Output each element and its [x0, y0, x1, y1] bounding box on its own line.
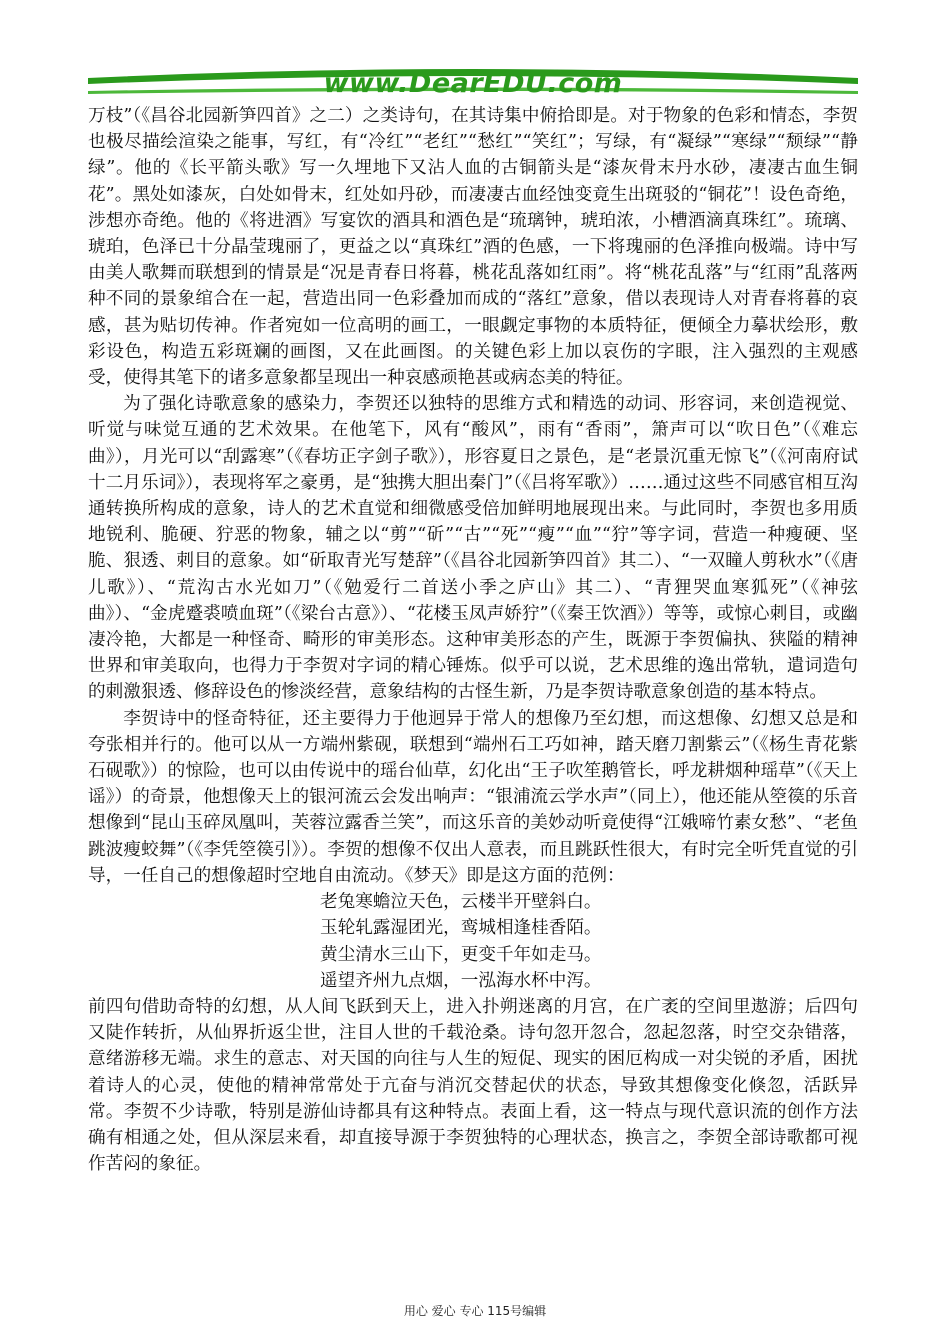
- poem-line: 黄尘清水三山下，更变千年如走马。: [320, 944, 602, 965]
- paragraph-1: 万枝”（《昌谷北园新笋四首》之二）之类诗句，在其诗集中俯拾即是。对于物象的色彩和情态，李贺也极尽描绘渲染之能事，写红，有“冷红”“老红”“愁红”“笑红”；写绿，有“凝绿”“寒绿”“颓绿”“静绿”。他的《长平箭头歌》写一久埋地下又沾人血的古铜箭头是“漆灰骨末丹水砂，凄凄古血生铜花”。黑处如漆灰，白处如骨末，红处如丹砂，而凄凄古血经蚀变竟生出斑驳的“铜花”！设色奇绝，涉想亦奇绝。他的《将进酒》写宴饮的酒具和酒色是“琉璃钟，琥珀浓，小槽酒滴真珠红”。琉璃、琥珀，色泽已十分晶莹瑰丽了，更益之以“真珠红”酒的色感，一下将瑰丽的色泽推向极端。诗中写由美人歌舞而联想到的情景是“况是青春日将暮，桃花乱落如红雨”。将“桃花乱落”与“红雨”乱落两种不同的景象绾合在一起，营造出同一色彩叠加而成的“落红”意象，借以表现诗人对青春将暮的哀感，甚为贴切传神。作者宛如一位高明的画工，一眼觑定事物的本质特征，便倾全力摹状绘形，敷彩设色，构造五彩斑斓的画图，又在此画图。的关键色彩上加以哀伤的字眼，注入强烈的主观感受，使得其笔下的诸多意象都呈现出一种哀感顽艳甚或病态美的特征。: [88, 106, 858, 389]
- poem-line: 玉轮轧露湿团光，鸾城相逢桂香陌。: [320, 918, 602, 939]
- article-body: [88, 103, 858, 1177]
- paragraph-3: 李贺诗中的怪奇特征，还主要得力于他迥异于常人的想像乃至幻想，而这想像、幻想又总是和夸张相并行的。他可以从一方端州紫砚，联想到“端州石工巧如神，踏天磨刀割紫云”（《杨生青花紫石砚歌》）的惊险，也可以由传说中的瑶台仙草，幻化出“王子吹笙鹅管长，呼龙耕烟种瑶草”（《天上谣》）的奇景，他想像天上的银河流云会发出响声：“银浦流云学水声”（同上），他还能从箜篌的乐音想像到“昆山玉碎凤凰叫，芙蓉泣露香兰笑”，而这乐音的美妙动听竟使得“江娥啼竹素女愁”、“老鱼跳波瘦蛟舞”（《李凭箜篌引》）。李贺的想像不仅出人意表，而且跳跃性很大，有时完全听凭直觉的引导，一任自己的想像超时空地自由流动。《梦天》即是这方面的范例：: [88, 708, 858, 886]
- page-footer: 用心 爱心 专心 115号编辑: [403, 1304, 547, 1318]
- poem-block: [88, 889, 858, 994]
- poem-line: 老兔寒蟾泣天色，云楼半开壁斜白。: [320, 892, 602, 913]
- site-header: [88, 62, 858, 102]
- paragraph-4: 前四句借助奇特的幻想，从人间飞跃到天上，进入扑朔迷离的月宫，在广袤的空间里遨游；后四句又陡作转折，从仙界折返尘世，注目人世的千载沧桑。诗句忽开忽合，忽起忽落，时空交杂错落，意绪游移无端。求生的意志、对天国的向往与人生的短促、现实的困厄构成一对尖锐的矛盾，困扰着诗人的心灵，使他的精神常常处于亢奋与消沉交替起伏的状态，导致其想像变化倏忽，活跃异常。李贺不少诗歌，特别是游仙诗都具有这种特点。表面上看，这一特点与现代意识流的创作方法确有相通之处，但从深层来看，却直接导源于李贺独特的心理状态，换言之，李贺全部诗歌都可视作苦闷的象征。: [88, 996, 858, 1175]
- site-logo[interactable]: www.DearEDU.com: [323, 68, 623, 99]
- paragraph-2: 为了强化诗歌意象的感染力，李贺还以独特的思维方式和精选的动词、形容词，来创造视觉、听觉与味觉互通的艺术效果。在他笔下，风有“酸风”，雨有“香雨”，箫声可以“吹日色”（《难忘曲》），月光可以“刮露寒”（《春坊正字剑子歌》），形容夏日之景色，是“老景沉重无惊飞”（《河南府试十二月乐词》），表现将军之豪勇，是“独携大胆出秦门”（《吕将军歌》）……通过这些不同感官相互沟通转换所构成的意象，诗人的艺术直觉和细微感受倍加鲜明地展现出来。与此同时，李贺也多用质地锐利、脆硬、狞恶的物象，辅之以“剪”“斫”“古”“死”“瘦”“血”“狞”等字词，营造一种瘦硬、坚脆、狠透、刺目的意象。如“斫取青光写楚辞”（《昌谷北园新笋四首》其二）、“一双瞳人剪秋水”（《唐儿歌》）、“荒沟古水光如刀”（《勉爱行二首送小季之庐山》其二）、“青狸哭血寒狐死”（《神弦曲》）、“金虎蹙裘喷血斑”（《梁台古意》）、“花楼玉凤声娇狞”（《秦王饮酒》）等等，或惊心刺目，或幽凄冷艳，大都是一种怪奇、畸形的审美形态。这种审美形态的产生，既源于李贺偏执、狭隘的精神世界和审美取向，也得力于李贺对字词的精心锤炼。似乎可以说，艺术思维的逸出常轨，遣词造句的刺激狠透、修辞设色的惨淡经营，意象结构的古怪生新，乃是李贺诗歌意象创造的基本特点。: [88, 394, 858, 703]
- poem-line: 遥望齐州九点烟，一泓海水杯中泻。: [320, 970, 602, 991]
